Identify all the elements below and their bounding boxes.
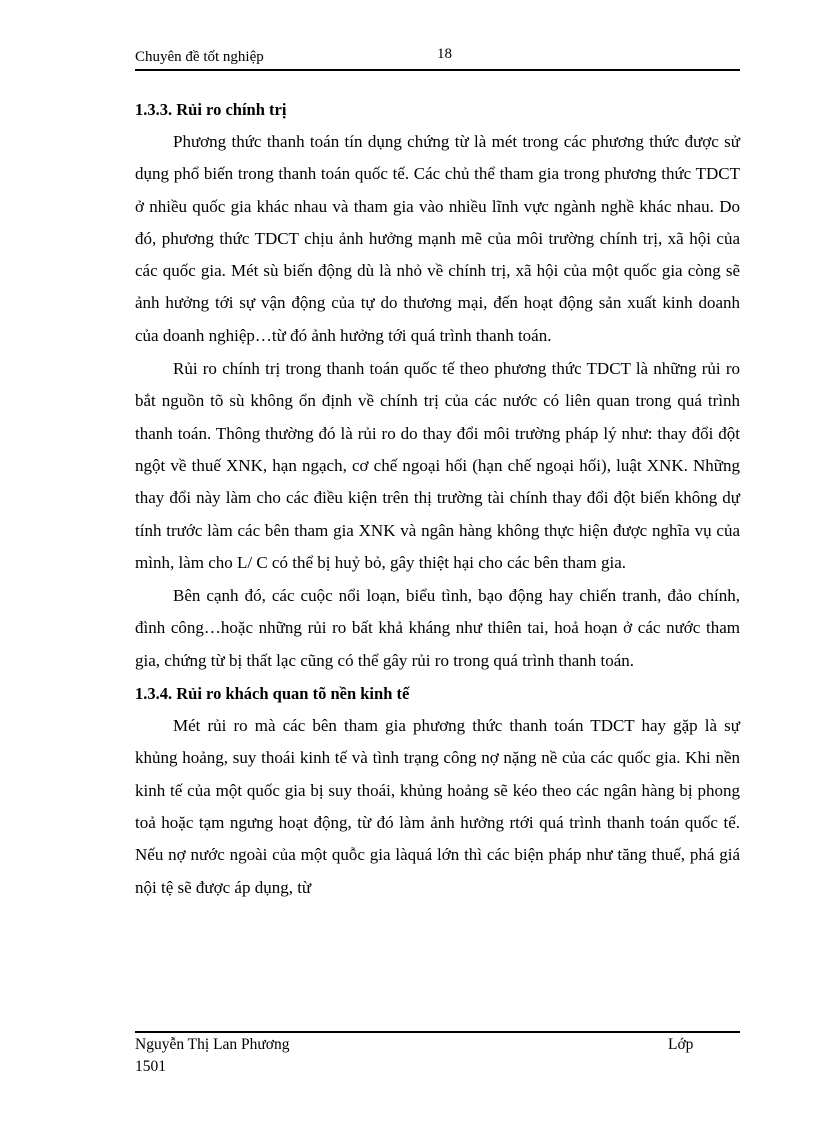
page-number: 18 [437,46,452,62]
page-header [135,46,740,70]
section-heading-economic-risk: 1.3.4. Rủi ro khách quan tõ nền kinh tế [135,684,410,704]
footer-author: Nguyễn Thị Lan Phương [135,1036,290,1053]
paragraph: Bên cạnh đó, các cuộc nổi loạn, biểu tình, bạo động hay chiến tranh, đảo chính, đình công…hoặc những rủi ro bất khả kháng như thiên tai, hoả hoạn ở các nước tham gia, chứng từ bị thất lạc cũng có thể gây rủi ro trong quá trình thanh toán. [135,586,740,670]
footer-divider [135,1031,740,1033]
footer-class-number: 1501 [135,1058,166,1075]
section-heading-political-risk: 1.3.3. Rủi ro chính trị [135,100,287,119]
paragraph: Rủi ro chính trị trong thanh toán quốc tế theo phương thức TDCT là những rủi ro bắt nguồn tõ sù không ổn định về chính trị của các nước có liên quan trong quá trình thanh toán. Thông thường đó là rủi ro do thay đổi môi trường pháp lý như: thay đổi đột ngột về thuế XNK, hạn ngạch, cơ chế ngoại hối (hạn chế ngoại hối), luật XNK. Những thay đổi này làm cho các điều kiện trên thị trường tài chính thay đổi đột biến không dự tính trước làm các bên tham gia XNK và ngân hàng không thực hiện được nghĩa vụ của mình, làm cho L/ C có thể bị huỷ bỏ, gây thiệt hại cho các bên tham gia. [135,359,740,572]
page-body [135,94,740,905]
paragraph: Mét rủi ro mà các bên tham gia phương thức thanh toán TDCT hay gặp là sự khủng hoảng, suy thoái kinh tế và tình trạng công nợ nặng nề của các quốc gia. Khi nền kinh tế của một quốc gia bị suy thoái, khủng hoảng sẽ kéo theo các ngân hàng bị phong toả hoặc tạm ngưng hoạt động, từ đó làm ảnh hưởng rtới quá trình thanh toán quốc tế. Nếu nợ nước ngoài của một quỗc gia làquá lớn thì các biện pháp như tăng thuế, phá giá nội tệ sẽ được áp dụng, từ [135,716,740,897]
footer-class-label: Lớp [668,1036,694,1053]
document-title: Chuyên đề tốt nghiệp [135,49,264,65]
header-divider [135,69,740,71]
paragraph: Phương thức thanh toán tín dụng chứng từ là mét trong các phương thức được sử dụng phổ biến trong thanh toán quốc tế. Các chủ thể tham gia trong phương thức TDCT ở nhiều quốc gia khác nhau và tham gia vào nhiều lĩnh vực ngành nghề khác nhau. Do đó, phương thức TDCT chịu ảnh hưởng mạnh mẽ của môi trường chính trị, xã hội của các quốc gia. Mét sù biến động dù là nhỏ về chính trị, xã hội của một quốc gia còng sẽ ảnh hưởng tới sự vận động của tự do thương mại, đến hoạt động sản xuất kinh doanh của doanh nghiệp…từ đó ảnh hưởng tới quá trình thanh toán. [135,132,740,345]
